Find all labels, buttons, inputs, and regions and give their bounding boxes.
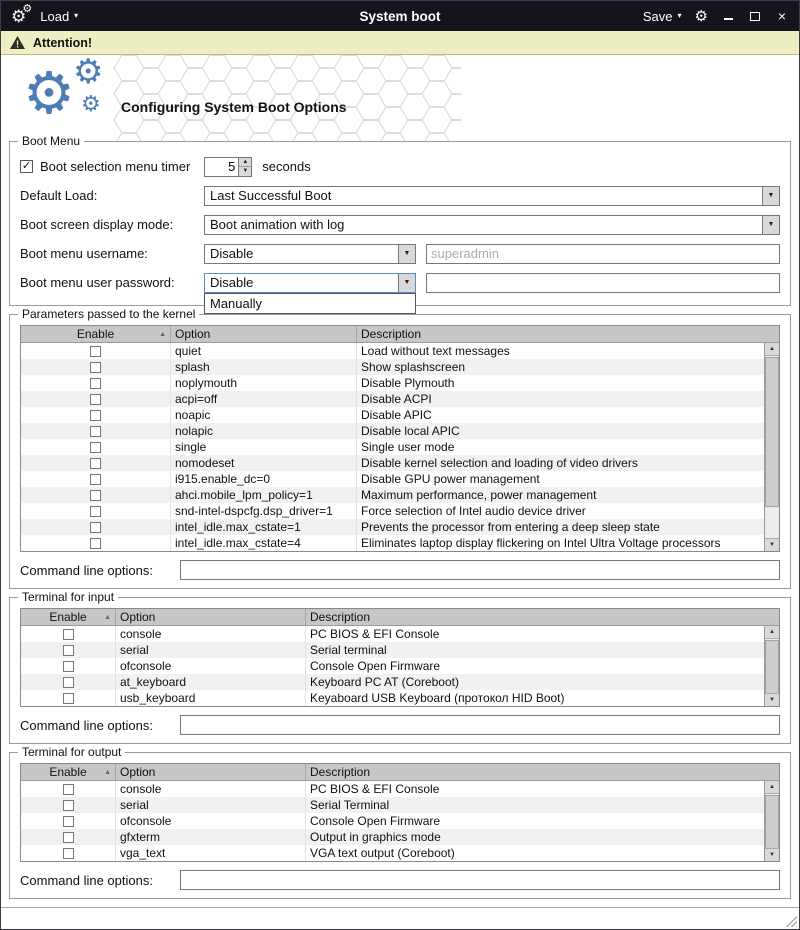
option-cell: noapic [171, 407, 357, 423]
boot-menu-group [9, 134, 791, 311]
combobox-value: Disable [210, 275, 254, 290]
combobox-value: Boot animation with log [210, 217, 345, 232]
attention-bar [1, 31, 799, 55]
row-checkbox[interactable] [90, 410, 101, 421]
chevron-down-icon: ▾ [677, 11, 682, 20]
timer-value-input[interactable] [205, 158, 238, 176]
row-checkbox[interactable] [63, 677, 74, 688]
sort-ascending-icon: ▲ [104, 613, 111, 621]
enable-cell [21, 797, 116, 813]
option-cell: intel_idle.max_cstate=4 [171, 535, 357, 551]
scroll-up-button[interactable]: ▲ [765, 781, 779, 794]
row-checkbox[interactable] [63, 832, 74, 843]
description-cell: Load without text messages [361, 344, 510, 358]
chevron-down-icon[interactable]: ▼ [398, 245, 415, 263]
column-header-description[interactable]: Description [310, 610, 371, 624]
table-row[interactable] [21, 690, 764, 706]
table-body [21, 626, 764, 706]
table-body [21, 781, 764, 861]
row-checkbox[interactable] [63, 661, 74, 672]
description-cell: Serial terminal [310, 643, 387, 657]
enable-cell [21, 690, 116, 706]
scroll-down-button[interactable]: ▼ [765, 693, 779, 706]
row-checkbox[interactable] [63, 800, 74, 811]
maximize-button[interactable] [748, 8, 762, 24]
statusbar [1, 907, 799, 929]
load-menu-button[interactable] [40, 9, 78, 24]
option-cell: ofconsole [116, 658, 306, 674]
row-checkbox[interactable] [90, 362, 101, 373]
password-mode-dropdown [204, 293, 416, 314]
option-cell: serial [116, 642, 306, 658]
default-load-row [20, 181, 780, 210]
description-cell: Disable APIC [361, 408, 432, 422]
scrollbar-thumb[interactable] [765, 357, 779, 507]
scroll-up-button[interactable]: ▲ [765, 343, 779, 356]
enable-cell [21, 674, 116, 690]
column-header-option[interactable]: Option [116, 764, 306, 780]
display-mode-label: Boot screen display mode: [20, 217, 174, 232]
username-label: Boot menu username: [20, 246, 148, 261]
warning-icon [9, 35, 26, 50]
timer-unit-label: seconds [262, 159, 311, 174]
username-mode-combobox[interactable] [204, 244, 416, 264]
enable-cell [21, 829, 116, 845]
enable-header-label: Enable [49, 610, 87, 624]
row-checkbox[interactable] [90, 378, 101, 389]
row-checkbox[interactable] [63, 784, 74, 795]
table-row[interactable] [21, 658, 764, 674]
chevron-down-icon: ▾ [74, 11, 79, 20]
enable-cell [21, 343, 171, 359]
enable-header-label: Enable [76, 327, 115, 341]
column-header-description[interactable]: Description [310, 765, 371, 779]
option-cell: nomodeset [171, 455, 357, 471]
table-row[interactable] [21, 423, 764, 439]
spin-buttons [238, 158, 251, 176]
table-header [21, 326, 779, 343]
column-header-description[interactable]: Description [361, 327, 422, 341]
table-row[interactable] [21, 674, 764, 690]
row-checkbox[interactable] [90, 394, 101, 405]
chevron-down-icon[interactable]: ▼ [762, 216, 779, 234]
option-cell: vga_text [116, 845, 306, 861]
enable-cell [21, 535, 171, 551]
description-cell: Prevents the processor from entering a deep sleep state [361, 520, 660, 534]
row-checkbox[interactable] [90, 538, 101, 549]
app-gears-icon: ⚙ ⚙ [11, 2, 33, 26]
vertical-scrollbar[interactable] [764, 781, 779, 861]
cmdline-row [20, 870, 780, 890]
enable-cell [21, 503, 171, 519]
maximize-icon [750, 12, 760, 21]
table-header [21, 764, 779, 781]
option-cell: gfxterm [116, 829, 306, 845]
option-cell: serial [116, 797, 306, 813]
column-header-option[interactable]: Option [171, 326, 357, 342]
boot-timer-checkbox[interactable] [20, 160, 33, 173]
titlebar [1, 1, 799, 31]
password-mode-combobox[interactable] [204, 273, 416, 311]
terminal-input-cmdline-input[interactable] [180, 715, 780, 735]
boot-timer-row [20, 152, 780, 181]
display-mode-row [20, 210, 780, 239]
row-checkbox[interactable] [90, 506, 101, 517]
terminal-output-group [9, 745, 791, 899]
combobox-value: Disable [210, 246, 254, 261]
enable-cell [21, 658, 116, 674]
option-cell: i915.enable_dc=0 [171, 471, 357, 487]
timer-spinbox [204, 157, 252, 177]
close-button[interactable]: × [777, 8, 787, 24]
option-cell: usb_keyboard [116, 690, 306, 706]
option-cell: console [116, 626, 306, 642]
option-cell: single [171, 439, 357, 455]
description-cell: Maximum performance, power management [361, 488, 597, 502]
description-cell: Disable GPU power management [361, 472, 540, 486]
row-checkbox[interactable] [63, 693, 74, 704]
description-cell: Console Open Firmware [310, 659, 441, 673]
row-checkbox[interactable] [90, 442, 101, 453]
enable-cell [21, 439, 171, 455]
blue-gears-icon: ⚙ ⚙ ⚙ [23, 55, 104, 126]
table-row[interactable] [21, 375, 764, 391]
description-cell: Disable local APIC [361, 424, 460, 438]
checkmark-icon: ✓ [21, 160, 32, 172]
default-load-combobox[interactable] [204, 186, 780, 206]
option-cell: splash [171, 359, 357, 375]
password-row [20, 268, 780, 311]
option-cell: acpi=off [171, 391, 357, 407]
option-cell: at_keyboard [116, 674, 306, 690]
row-checkbox[interactable] [90, 522, 101, 533]
description-cell: Keyaboard USB Keyboard (протокол HID Boot) [310, 691, 565, 705]
enable-cell [21, 391, 171, 407]
description-cell: Serial Terminal [310, 798, 390, 812]
option-cell: quiet [171, 343, 357, 359]
description-cell: Console Open Firmware [310, 814, 441, 828]
table-row[interactable] [21, 487, 764, 503]
option-cell: intel_idle.max_cstate=1 [171, 519, 357, 535]
cmdline-label: Command line options: [20, 717, 153, 733]
description-cell: Show splashscreen [361, 360, 466, 374]
sort-ascending-icon: ▲ [104, 768, 111, 776]
chevron-down-icon[interactable]: ▼ [762, 187, 779, 205]
display-mode-combobox[interactable] [204, 215, 780, 235]
enable-cell [21, 487, 171, 503]
row-checkbox[interactable] [63, 848, 74, 859]
vertical-scrollbar[interactable] [764, 626, 779, 706]
scroll-down-button[interactable]: ▼ [765, 848, 779, 861]
table-row[interactable] [21, 455, 764, 471]
scrollbar-thumb[interactable] [765, 795, 779, 853]
vertical-scrollbar[interactable] [764, 343, 779, 551]
username-row [20, 239, 780, 268]
description-cell: Keyboard PC AT (Coreboot) [310, 675, 459, 689]
table-row[interactable] [21, 829, 764, 845]
terminal-input-legend: Terminal for input [18, 590, 118, 604]
row-checkbox[interactable] [90, 490, 101, 501]
page-title: Configuring System Boot Options [121, 99, 347, 115]
table-row[interactable] [21, 535, 764, 551]
enable-cell [21, 471, 171, 487]
column-header-enable[interactable] [21, 326, 171, 342]
kernel-params-legend: Parameters passed to the kernel [18, 307, 199, 321]
option-cell: ofconsole [116, 813, 306, 829]
enable-cell [21, 781, 116, 797]
description-cell: Disable Plymouth [361, 376, 455, 390]
description-cell: Eliminates laptop display flickering on Intel Ultra Voltage processors [361, 536, 721, 550]
scrollbar-thumb[interactable] [765, 640, 779, 698]
row-checkbox[interactable] [63, 816, 74, 827]
table-row[interactable] [21, 845, 764, 861]
kernel-params-table [20, 325, 780, 552]
cmdline-row [20, 715, 780, 735]
window-title: System boot [359, 8, 441, 24]
enable-cell [21, 423, 171, 439]
option-cell: ahci.mobile_lpm_policy=1 [171, 487, 357, 503]
spin-down-icon[interactable]: ▼ [239, 167, 251, 176]
enable-cell [21, 626, 116, 642]
enable-cell [21, 845, 116, 861]
option-cell: noplymouth [171, 375, 357, 391]
description-cell: VGA text output (Coreboot) [310, 846, 455, 860]
password-input[interactable] [426, 273, 780, 293]
hexagon-pattern [113, 55, 461, 141]
enable-cell [21, 519, 171, 535]
resize-grip[interactable] [785, 915, 797, 927]
kernel-params-group [9, 307, 791, 589]
table-row[interactable] [21, 626, 764, 642]
row-checkbox[interactable] [90, 426, 101, 437]
row-checkbox[interactable] [90, 346, 101, 357]
table-row[interactable] [21, 391, 764, 407]
terminal-output-table [20, 763, 780, 862]
description-cell: Single user mode [361, 440, 455, 454]
table-row[interactable] [21, 439, 764, 455]
option-cell: snd-intel-dspcfg.dsp_driver=1 [171, 503, 357, 519]
description-cell: Disable ACPI [361, 392, 432, 406]
option-cell: console [116, 781, 306, 797]
boot-timer-label: Boot selection menu timer [40, 159, 191, 174]
table-header [21, 609, 779, 626]
terminal-input-group [9, 590, 791, 744]
combobox-value: Last Successful Boot [210, 188, 332, 203]
chevron-down-icon[interactable]: ▼ [398, 274, 415, 292]
table-row[interactable] [21, 519, 764, 535]
row-checkbox[interactable] [90, 474, 101, 485]
enable-header-label: Enable [49, 765, 87, 779]
minimize-button[interactable] [721, 8, 735, 24]
table-row[interactable] [21, 343, 764, 359]
sort-ascending-icon: ▲ [159, 330, 166, 338]
row-checkbox[interactable] [63, 629, 74, 640]
settings-gear-icon[interactable]: ⚙ [694, 7, 708, 25]
cmdline-label: Command line options: [20, 562, 153, 578]
enable-cell [21, 455, 171, 471]
description-cell: PC BIOS & EFI Console [310, 627, 440, 641]
attention-label: Attention! [33, 35, 93, 50]
column-header-enable[interactable] [21, 609, 116, 625]
username-input[interactable] [426, 244, 780, 264]
terminal-input-table [20, 608, 780, 707]
enable-cell [21, 407, 171, 423]
boot-menu-legend: Boot Menu [18, 134, 84, 148]
enable-cell [21, 359, 171, 375]
table-row[interactable] [21, 471, 764, 487]
minimize-icon [724, 18, 733, 20]
scroll-up-button[interactable]: ▲ [765, 626, 779, 639]
row-checkbox[interactable] [90, 458, 101, 469]
option-cell: nolapic [171, 423, 357, 439]
table-row[interactable] [21, 407, 764, 423]
description-cell: Disable kernel selection and loading of video drivers [361, 456, 638, 470]
table-row[interactable] [21, 797, 764, 813]
enable-cell [21, 642, 116, 658]
row-checkbox[interactable] [63, 645, 74, 656]
page-header [1, 55, 799, 141]
table-row[interactable] [21, 503, 764, 519]
enable-cell [21, 813, 116, 829]
password-label: Boot menu user password: [20, 275, 175, 290]
table-row[interactable] [21, 359, 764, 375]
save-menu-label: Save [642, 8, 673, 24]
cmdline-row [20, 560, 780, 580]
description-cell: Force selection of Intel audio device driver [361, 504, 586, 518]
spin-up-icon[interactable]: ▲ [239, 158, 251, 168]
table-row[interactable] [21, 813, 764, 829]
table-body [21, 343, 764, 551]
column-header-enable[interactable] [21, 764, 116, 780]
load-menu-label: Load [40, 8, 70, 24]
terminal-output-legend: Terminal for output [18, 745, 125, 759]
svg-text:!: ! [15, 39, 20, 50]
enable-cell [21, 375, 171, 391]
description-cell: PC BIOS & EFI Console [310, 782, 440, 796]
default-load-label: Default Load: [20, 188, 98, 203]
table-row[interactable] [21, 781, 764, 797]
scroll-down-button[interactable]: ▼ [765, 538, 779, 551]
terminal-output-cmdline-input[interactable] [180, 870, 780, 890]
column-header-option[interactable]: Option [116, 609, 306, 625]
description-cell: Output in graphics mode [310, 830, 441, 844]
dropdown-option-manually[interactable]: Manually [210, 295, 263, 311]
save-menu-button[interactable] [643, 9, 682, 24]
table-row[interactable] [21, 642, 764, 658]
kernel-cmdline-input[interactable] [180, 560, 780, 580]
cmdline-label: Command line options: [20, 872, 153, 888]
